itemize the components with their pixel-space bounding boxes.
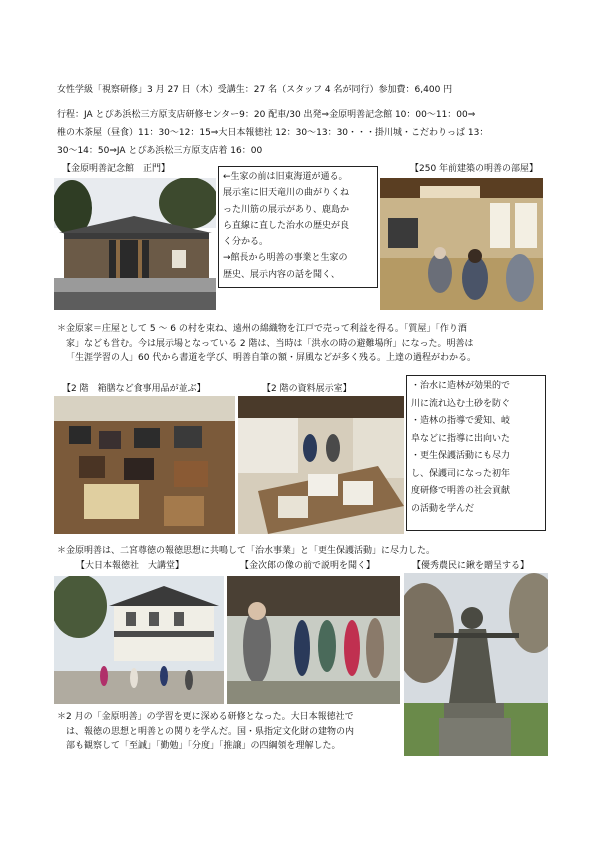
callout-line: 川に流れ込む土砂を防ぐ [411,398,511,409]
callout-line: 歴史、展示内容の話を聞く、 [223,269,340,280]
photo-hoe-statue [404,573,548,756]
callout-memorial [218,166,378,288]
photo-hakozen [54,396,235,534]
callout-line: った川筋の展示があり、鹿島か [223,204,350,215]
callout-line: 展示室に旧天竜川の曲がりくね [223,188,350,199]
note-houtoku: ＊金原明善は、二宮尊徳の報徳思想に共鳴して「治水事業」と「更生保護活動」に尽力した。 [57,546,436,556]
photo-dainihon-houtokusha [54,576,224,704]
photo-exhibit-room [238,396,404,534]
caption-exhibit-room: 【2 階の資料展示室】 [262,384,352,394]
caption-meizen-room: 【250 年前建築の明善の部屋】 [410,164,539,174]
callout-line: ・造林の指導で愛知、岐 [411,416,511,426]
photo-kinjiro-statue [227,576,400,704]
itinerary-line-2: 椎の木茶屋（昼食）11：30〜12：15⇒大日本報徳社 12：30〜13：30・・・掛川城・こだわりっぱ 13： [57,128,489,138]
note-line: 部も観察して「至誠」「勤勉」「分度」「推譲」の四綱領を理解した。 [66,741,341,751]
itinerary-line-1: 行程：JA とぴあ浜松三方原支店研修センター9：20 配車/30 出発⇒金原明善記念館 10：00〜11：00⇒ [57,110,476,120]
callout-line: く分かる。 [223,237,269,248]
note-kinbara-family [57,322,547,366]
photo-memorial-gate [54,178,216,310]
callout-line: →館長から明善の事業と生家の [223,253,348,264]
callout-line: ←生家の前は旧東海道が通る。 [223,172,348,182]
caption-memorial-gate: 【金原明善記念館 正門】 [62,164,171,174]
note-line: ＊金原家＝庄屋として 5 〜 6 の村を束ね、遠州の綿織物を江戸で売って利益を得る。「質屋」「作り酒 [57,324,467,334]
note-line: は、報徳の思想と明善との関りを学んだ。国・県指定文化財の建物の内 [66,726,355,737]
caption-dainihon-houtokusha: 【大日本報徳社 大講堂】 [76,561,185,571]
callout-line: ら直線に直した治水の歴史が良 [223,220,350,231]
note-line: 家」なども営む。今は展示場となっている 2 階は、当時は「洪水の時の避難場所」になった。明善は [66,338,474,349]
callout-line: の活動を学んだ [411,503,475,514]
page-title: 女性学級「視察研修」3 月 27 日（木）受講生：27 名（スタッフ 4 名が同行）参加費：6,400 円 [57,85,453,95]
caption-hakozen: 【2 階 箱膳など食事用品が並ぶ】 [62,384,206,394]
itinerary-line-3: 30〜14：50⇒JA とぴあ浜松三方原支店着 16：00 [57,146,263,156]
caption-kinjiro-statue: 【金次郎の像の前で説明を聞く】 [240,561,376,571]
photo-meizen-room [380,178,543,310]
note-line: 「生涯学習の人」60 代から書道を学び、明善自筆の額・屏風などが多く残る。上達の過程がわかる。 [66,353,476,363]
callout-line: 度研修で明善の社会貢献 [411,486,511,496]
note-study-summary [57,710,402,754]
callout-line: ・治水に造林が効果的で [411,381,511,391]
callout-line: し、保護司になった初年 [411,468,511,479]
callout-meizen-works [406,375,546,531]
note-line: ＊2 月の「金原明善」の学習を更に深める研修となった。大日本報徳社で [57,712,354,722]
callout-line: ・更生保護活動にも尽力 [411,451,511,461]
caption-hoe-presentation: 【優秀農民に鍬を贈呈する】 [412,561,530,571]
callout-line: 阜などに指導に出向いた [411,433,511,444]
